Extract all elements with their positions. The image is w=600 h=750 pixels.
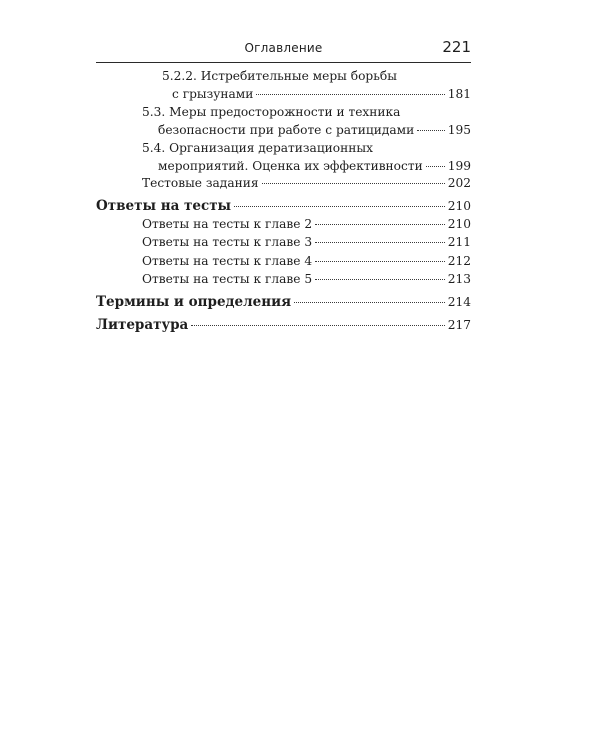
toc-entry-text: мероприятий. Оценка их эффективности bbox=[158, 158, 423, 173]
toc-entry-text: 5.4. Организация дератизационных bbox=[142, 141, 373, 155]
running-title: Оглавление bbox=[244, 41, 323, 55]
toc-entry-text: 5.2.2. Истребительные меры борьбы bbox=[162, 69, 397, 83]
toc-page-number: 210 bbox=[447, 198, 471, 213]
toc-entry-5-4[interactable] bbox=[96, 140, 471, 175]
toc-page-number: 181 bbox=[447, 86, 471, 101]
toc-entry-literature[interactable] bbox=[96, 315, 471, 335]
dot-leader bbox=[315, 261, 445, 262]
table-of-contents bbox=[96, 68, 471, 335]
toc-page-number: 217 bbox=[447, 317, 471, 332]
toc-entry-answers-ch3[interactable] bbox=[96, 234, 471, 252]
toc-entry-text: Ответы на тесты к главе 4 bbox=[142, 253, 313, 268]
page-number: 221 bbox=[442, 38, 471, 56]
dot-leader bbox=[256, 94, 444, 95]
running-header bbox=[96, 38, 471, 63]
toc-entry-text: Термины и определения bbox=[96, 293, 292, 310]
toc-page-number: 211 bbox=[447, 235, 471, 249]
toc-entry-5-2-2[interactable] bbox=[96, 68, 471, 103]
toc-entry-text: Ответы на тесты к главе 5 bbox=[142, 272, 313, 286]
toc-page-number: 202 bbox=[447, 176, 471, 190]
toc-entry-answers-ch2[interactable] bbox=[96, 216, 471, 234]
toc-entry-answers-ch5[interactable] bbox=[96, 271, 471, 289]
toc-page-number: 199 bbox=[447, 158, 471, 173]
toc-entry-text: Ответы на тесты bbox=[96, 197, 232, 214]
toc-entry-text: Ответы на тесты к главе 2 bbox=[142, 216, 313, 231]
dot-leader bbox=[294, 302, 445, 303]
toc-entry-text: безопасности при работе с ратицидами bbox=[158, 122, 415, 137]
toc-page-number: 212 bbox=[447, 253, 471, 268]
toc-page-number: 195 bbox=[447, 122, 471, 137]
dot-leader bbox=[426, 166, 445, 167]
toc-entry-5-3[interactable] bbox=[96, 104, 471, 139]
toc-entry-text: 5.3. Меры предосторожности и техника bbox=[142, 105, 401, 119]
dot-leader bbox=[262, 183, 445, 184]
toc-page-number: 210 bbox=[447, 216, 471, 231]
dot-leader bbox=[315, 242, 445, 243]
dot-leader bbox=[234, 206, 445, 207]
toc-page-number: 213 bbox=[447, 272, 471, 286]
toc-entry-answers[interactable] bbox=[96, 196, 471, 216]
toc-entry-test-tasks[interactable] bbox=[96, 175, 471, 193]
toc-entry-text: Литература bbox=[96, 316, 189, 333]
toc-entry-answers-ch4[interactable] bbox=[96, 253, 471, 271]
toc-page-number: 214 bbox=[447, 294, 471, 309]
toc-entry-text: с грызунами bbox=[172, 86, 254, 101]
dot-leader bbox=[417, 130, 444, 131]
toc-entry-terms[interactable] bbox=[96, 292, 471, 312]
dot-leader bbox=[191, 325, 444, 326]
toc-entry-text: Тестовые задания bbox=[142, 176, 259, 190]
dot-leader bbox=[315, 279, 445, 280]
toc-entry-text: Ответы на тесты к главе 3 bbox=[142, 235, 313, 249]
dot-leader bbox=[315, 224, 445, 225]
